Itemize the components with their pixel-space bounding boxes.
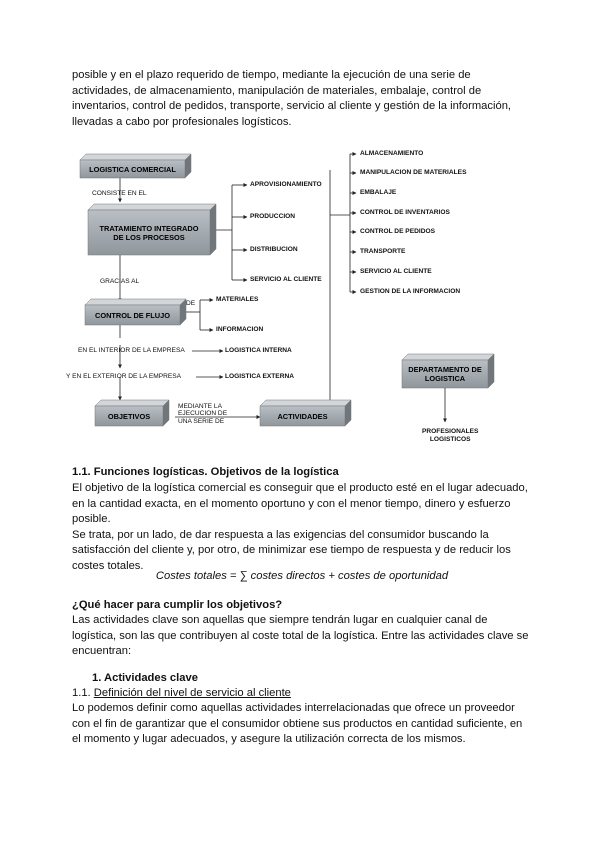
actividad-item: SERVICIO AL CLIENTE — [360, 268, 432, 275]
subsection-number: 1.1. — [72, 687, 94, 699]
box-actividades — [260, 406, 345, 426]
box-departamento-logistica — [402, 360, 488, 388]
actividad-item: CONTROL DE INVENTARIOS — [360, 209, 450, 216]
paragraph-line: Las actividades clave son aquellas que siempre tendrán lugar en cualquier canal de — [72, 614, 488, 626]
cost-formula: Costes totales = ∑ costes directos + costes de oportunidad — [155, 570, 449, 582]
flujo-item: MATERIALES — [216, 296, 259, 303]
label-de: DE — [186, 300, 196, 307]
label-exterior: Y EN EL EXTERIOR DE LA EMPRESA — [66, 373, 182, 380]
box-label-line: DE LOS PROCESOS — [113, 232, 185, 242]
logistica-interna: LOGISTICA INTERNA — [225, 347, 292, 354]
label-profesionales — [422, 428, 478, 443]
mediante-line: EJECUCION DE — [178, 410, 228, 418]
paragraph-line: El objetivo de la logística comercial es conseguir que el producto esté en el lugar adecuado, — [72, 482, 528, 494]
actividad-item: CONTROL DE PEDIDOS — [360, 228, 435, 235]
section-heading-funciones: 1.1. Funciones logísticas. Objetivos de la logística — [72, 466, 339, 478]
box-label-line: DEPARTAMENTO DE — [408, 365, 482, 374]
label-gracias-al: GRACIAS AL — [100, 278, 140, 285]
label-mediante — [178, 403, 227, 425]
actividad-item: ALMACENAMIENTO — [360, 150, 424, 157]
actividad-item: GESTION DE LA INFORMACION — [360, 288, 461, 295]
section-1-1-paragraph — [72, 481, 532, 575]
subsection-heading — [72, 686, 532, 702]
paragraph-line: encuentran: — [72, 645, 132, 658]
actividad-item: EMBALAJE — [360, 189, 397, 196]
actividad-item: TRANSPORTE — [360, 248, 406, 255]
paragraph-line: en la cantidad exacta, en el momento oportuno y con el menor tiempo, dinero y esfuerzo — [72, 497, 511, 510]
box-objetivos — [95, 406, 163, 426]
section-heading-actividades-clave: 1. Actividades clave — [92, 672, 198, 684]
intro-line: llevadas a cabo por profesionales logísticos. — [72, 115, 292, 128]
mediante-line: UNA SERIE DE — [178, 417, 225, 425]
label-consiste-en-el: CONSISTE EN EL — [92, 190, 147, 197]
paragraph-line: Se trata, por un lado, de dar respuesta a las exigencias del consumidor buscando la — [72, 528, 489, 541]
logistica-externa: LOGISTICA EXTERNA — [225, 373, 294, 380]
intro-paragraph — [72, 68, 532, 130]
box-label: ACTIVIDADES — [277, 411, 328, 421]
intro-line: actividades, de almacenamiento, manipulación de materiales, embalaje, control de — [72, 84, 482, 97]
proceso-item: SERVICIO AL CLIENTE — [250, 276, 322, 283]
box-tratamiento-integrado — [88, 210, 210, 255]
section-heading-que-hacer: ¿Qué hacer para cumplir los objetivos? — [72, 599, 283, 611]
mediante-line: MEDIANTE LA — [178, 403, 222, 410]
paragraph-line: Lo podemos definir como aquellas actividades interrelacionadas que ofrece un proveedor — [72, 702, 515, 714]
box-label: CONTROL DE FLUJO — [94, 310, 170, 320]
box-label-line: LOGISTICA — [424, 374, 466, 383]
box-label-line: TRATAMIENTO INTEGRADO — [99, 223, 199, 233]
proceso-item: PRODUCCION — [250, 213, 296, 220]
que-hacer-paragraph — [72, 613, 532, 660]
paragraph-line: costes totales. — [72, 559, 144, 572]
proceso-item: DISTRIBUCION — [250, 246, 298, 253]
intro-line: inventarios, control de pedidos, transporte, servicio al cliente y gestión de la información, — [72, 100, 512, 113]
intro-line: posible y en el plazo requerido de tiempo, mediante la ejecución de una serie de — [72, 69, 471, 81]
subsection-title: Definición del nivel de servicio al cliente — [93, 687, 291, 699]
label-interior: EN EL INTERIOR DE LA EMPRESA — [78, 347, 185, 354]
paragraph-line: logística, son las que contribuyen al coste total de la logística. Entre las actividades clave se — [72, 629, 529, 642]
paragraph-line: posible. — [72, 513, 111, 526]
actividad-item: MANIPULACION DE MATERIALES — [360, 169, 467, 176]
proceso-item: APROVISIONAMIENTO — [250, 181, 322, 188]
box-label: LOGISTICA COMERCIAL — [89, 164, 176, 174]
profesionales-line: PROFESIONALES — [422, 428, 479, 435]
logistics-diagram — [60, 140, 540, 450]
paragraph-line: con el fin de garantizar que el consumidor obtiene sus productos en cantidad suficiente, en — [72, 717, 523, 730]
box-label: OBJETIVOS — [107, 411, 151, 421]
paragraph-line: satisfacción del cliente y, por otro, de minimizar ese tiempo de respuesta y de reducir los — [72, 544, 511, 557]
box-logistica-comercial — [80, 160, 185, 178]
profesionales-line: LOGISTICOS — [429, 435, 471, 443]
flujo-item: INFORMACION — [216, 326, 264, 333]
actividades-clave-paragraph — [72, 701, 532, 748]
box-control-de-flujo — [85, 305, 180, 325]
paragraph-line: el momento y lugar adecuados, y asegure la utilización correcta de los mismos. — [72, 733, 466, 746]
